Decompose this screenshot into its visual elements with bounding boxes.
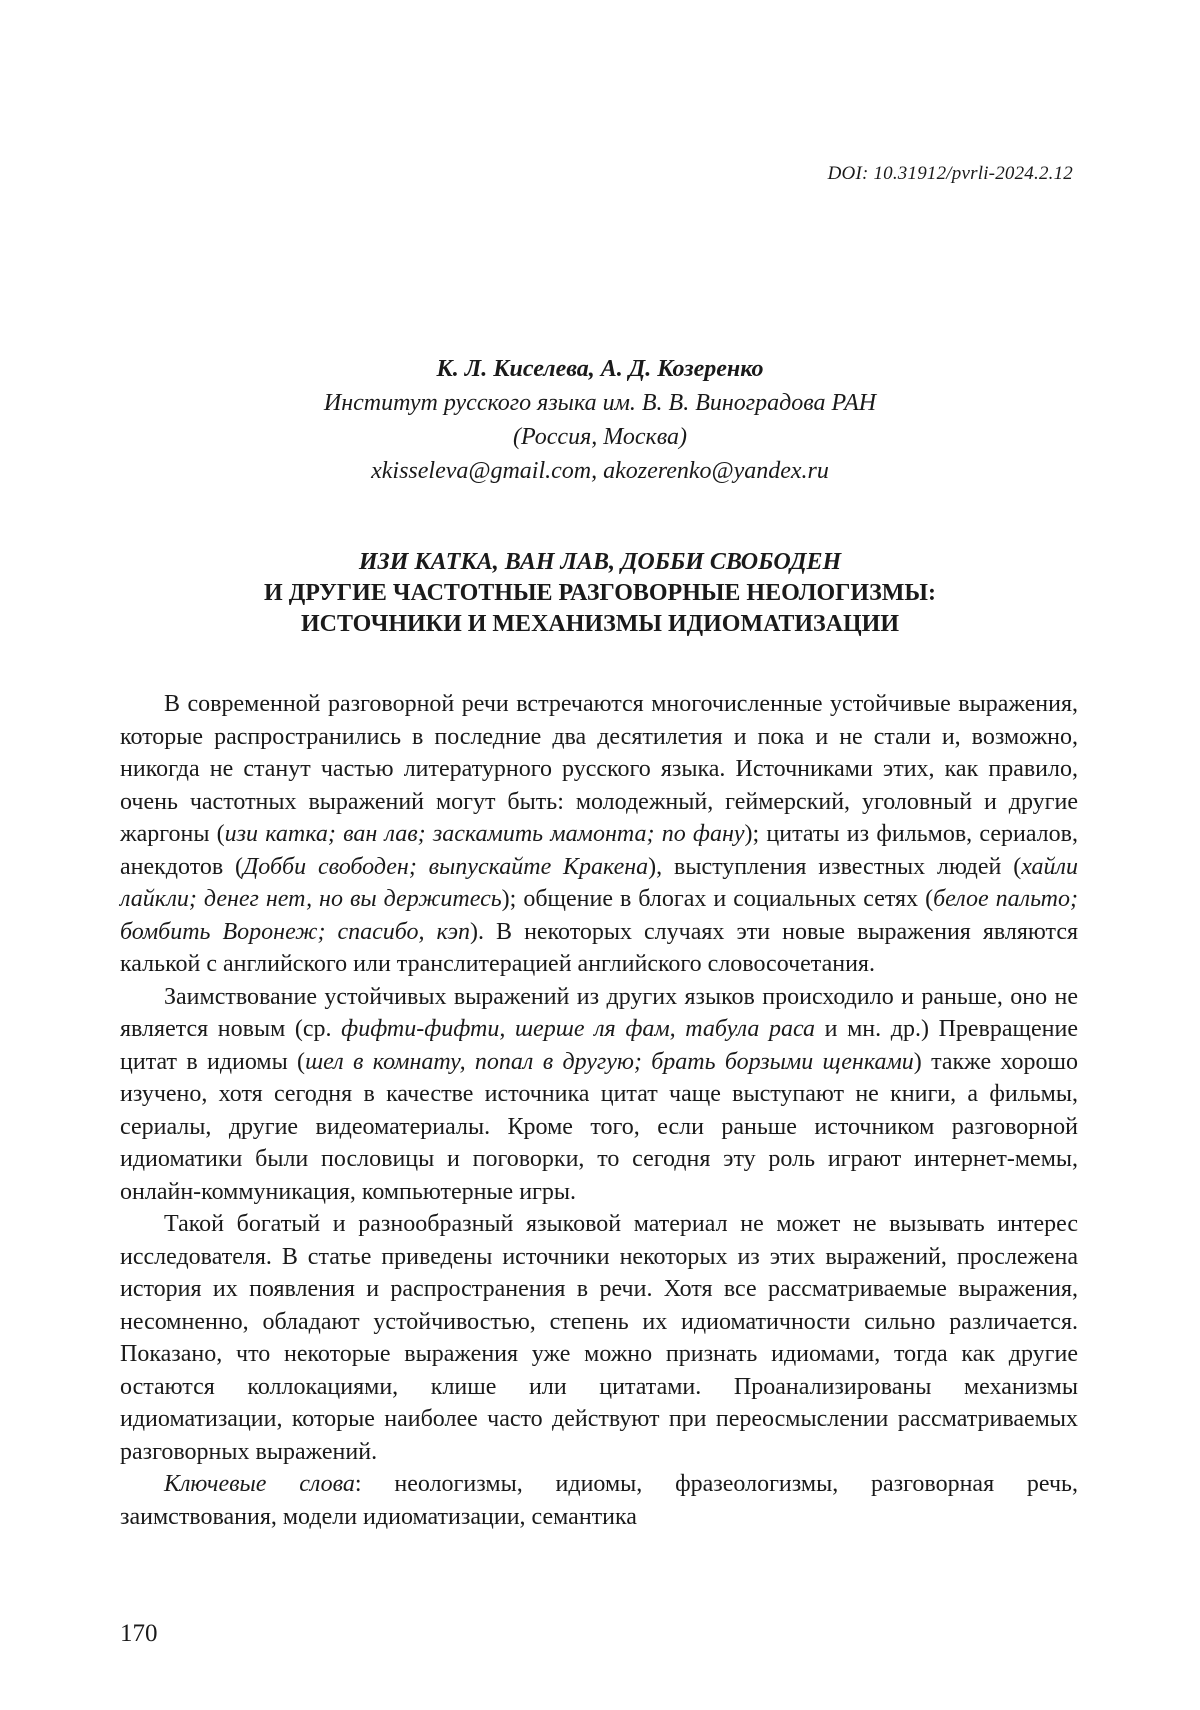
author-emails: xkisseleva@gmail.com, akozerenko@yandex.ru [371, 458, 829, 484]
text-run: Заимствование устойчивых выражений из других языков происходило и раньше, оно не является новым (ср. [120, 983, 1078, 1042]
text-run: В современной разговорной речи встречаются многочисленные устойчивые выражения, которые распространились в последние два десятилетия и пока и не стали и, возможно, никогда не станут частью литературного русского языка. Источниками этих, как правило, очень частотных выражений могут быть: молодежный, геймерский, уголовный и другие жаргоны ( [120, 691, 1078, 847]
keywords-paragraph [120, 1468, 1078, 1533]
title-line-1: ИЗИ КАТКА, ВАН ЛАВ, ДОББИ СВОБОДЕН [358, 549, 842, 575]
article-title [120, 547, 1080, 640]
text-run: ) также хорошо изучено, хотя сегодня в качестве источника цитат чаще выступают не книги, а фильмы, сериалы, другие видеоматериалы. Кроме того, если раньше источником разговорной идиоматики были пословицы и поговорки, то сегодня эту роль играют интернет-мемы, онлайн-коммуникация, компьютерные игры. [120, 1048, 1078, 1205]
example-phrases: белое пальто; бомбить Воронеж; спасибо, кэп [120, 886, 1079, 945]
example-phrases: Добби свободен; выпускайте Кракена [243, 853, 649, 880]
text-run: ). В некоторых случаях эти новые выражения являются калькой с английского или транслитерацией английского словосочетания. [120, 918, 1079, 977]
text-run: ); общение в блогах и социальных сетях ( [501, 886, 934, 912]
example-phrases: фифти-фифти, шерше ля фам, табула раса [341, 1016, 816, 1042]
text-run: ); цитаты из фильмов, сериалов, анекдотов ( [120, 821, 1078, 880]
example-phrases: шел в комнату, попал в другую; брать борзыми щенками [305, 1048, 914, 1075]
abstract-body [120, 688, 1078, 1533]
abstract-paragraph-1 [120, 688, 1078, 981]
author-location: (Россия, Москва) [512, 424, 688, 450]
title-line-2: И ДРУГИЕ ЧАСТОТНЫЕ РАЗГОВОРНЫЕ НЕОЛОГИЗМЫ: [264, 580, 936, 606]
page-number: 170 [120, 1620, 158, 1647]
text-run: и мн. др.) Превращение цитат в идиомы ( [120, 1016, 1079, 1075]
doi-label: DOI: 10.31912/pvrli-2024.2.12 [827, 163, 1073, 184]
example-phrases: изи катка; ван лав; заскамить мамонта; по фану [224, 821, 745, 847]
abstract-paragraph-3: Такой богатый и разнообразный языковой материал не может не вызывать интерес исследователя. В статье приведены источники некоторых из этих выражений, прослежена история их появления и распространения в речи. Хотя все рассматриваемые выражения, несомненно, обладают устойчивостью, степень их идиоматичности сильно различается. Показано, что некоторые выражения уже можно признать идиомами, тогда как другие остаются коллокациями, клише или цитатами. Проанализированы механизмы идиоматизации, которые наиболее часто действуют при переосмыслении рассматриваемых разговорных выражений. [120, 1211, 1078, 1465]
abstract-paragraph-2 [120, 981, 1078, 1209]
keywords-list: : неологизмы, идиомы, фразеологизмы, разговорная речь, заимствования, модели идиоматизации, семантика [120, 1471, 1078, 1530]
example-phrases: хайли лайкли; денег нет, но вы держитесь [120, 853, 1079, 912]
author-institution: Институт русского языка им. В. В. Виноградова РАН [323, 390, 877, 416]
text-run: ), выступления известных людей ( [648, 853, 1022, 880]
title-line-3: ИСТОЧНИКИ И МЕХАНИЗМЫ ИДИОМАТИЗАЦИИ [300, 611, 900, 637]
author-names: К. Л. Киселева, А. Д. Козеренко [436, 356, 764, 382]
keywords-label: Ключевые слова [164, 1471, 355, 1497]
author-block [120, 352, 1080, 488]
